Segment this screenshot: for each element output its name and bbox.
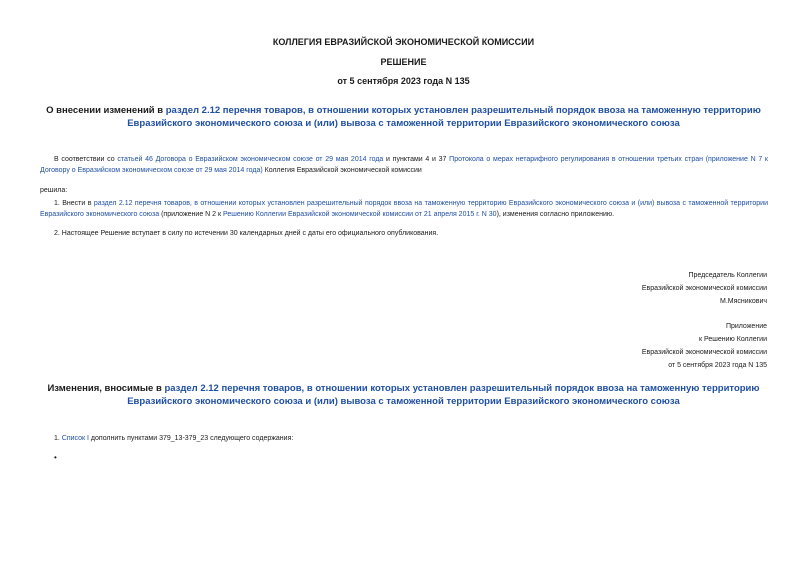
bullet-marker: • bbox=[54, 453, 57, 462]
preamble-link-article[interactable]: статьей 46 Договора о Евразийском экономическом союзе от 29 мая 2014 года bbox=[117, 156, 384, 163]
signature-position: Председатель Коллегии bbox=[688, 272, 767, 279]
signature-block bbox=[642, 269, 767, 308]
changes-title-prefix: Изменения, вносимые в bbox=[47, 383, 165, 394]
change-item-1 bbox=[54, 433, 293, 444]
appendix-date: от 5 сентября 2023 года N 135 bbox=[668, 362, 767, 369]
changes-title bbox=[30, 382, 777, 408]
signature-name: М.Мясникович bbox=[720, 298, 767, 305]
item1-text-1: 1. Внести в bbox=[54, 200, 94, 207]
decided-label: решила: bbox=[40, 187, 68, 194]
preamble-link-protocol[interactable]: Протокола о мерах нетарифного регулирования в отношении третьих стран (приложение N 7 к Договору о Евразийском экономическом союзе от 29 мая 2014 года) bbox=[40, 156, 768, 174]
decision-title bbox=[30, 104, 777, 130]
appendix-label: Приложение bbox=[725, 323, 767, 330]
appendix-reference bbox=[642, 320, 767, 372]
title-prefix: О внесении изменений в bbox=[46, 105, 166, 116]
doc-type: РЕШЕНИЕ bbox=[380, 57, 427, 67]
preamble bbox=[40, 154, 768, 176]
item1-text-2: (приложение N 2 к bbox=[159, 211, 224, 218]
item1-link-decision[interactable]: Решению Коллегии Евразийской экономической комиссии от 21 апреля 2015 г. N 30 bbox=[223, 211, 497, 218]
item1-link-section[interactable]: раздел 2.12 перечня товаров, в отношении которых установлен разрешительный порядок ввоза на таможенную территорию Евразийского экономического союза и (или) вывоза с таможенной территории Евразийского экономического союза bbox=[40, 200, 768, 218]
org-name: КОЛЛЕГИЯ ЕВРАЗИЙСКОЙ ЭКОНОМИЧЕСКОЙ КОМИССИИ bbox=[272, 37, 535, 47]
doc-date-number: от 5 сентября 2023 года N 135 bbox=[337, 76, 470, 86]
appendix-organization: Евразийской экономической комиссии bbox=[641, 349, 767, 356]
preamble-text-1: В соответствии со bbox=[54, 156, 118, 163]
item-1 bbox=[40, 198, 768, 220]
change1-link-list[interactable]: Список I bbox=[61, 435, 89, 442]
signature-organization: Евразийской экономической комиссии bbox=[641, 285, 767, 292]
title-link[interactable]: раздел 2.12 перечня товаров, в отношении которых установлен разрешительный порядок ввоза на таможенную территорию Евразийского экономического союза и (или) вывоза с таможенной территории Евразийского экономического союза bbox=[127, 105, 761, 129]
item-2: 2. Настоящее Решение вступает в силу по истечении 30 календарных дней с даты его официального опубликования. bbox=[54, 230, 439, 237]
changes-title-link[interactable]: раздел 2.12 перечня товаров, в отношении которых установлен разрешительный порядок ввоза на таможенную территорию Евразийского экономического союза и (или) вывоза с таможенной территории Евразийского экономического союза bbox=[127, 383, 760, 407]
item1-text-3: ), изменения согласно приложению. bbox=[496, 211, 615, 218]
preamble-text-2: и пунктами 4 и 37 bbox=[383, 156, 450, 163]
preamble-text-3: Коллегия Евразийской экономической комиссии bbox=[262, 167, 422, 174]
appendix-decision: к Решению Коллегии bbox=[699, 336, 767, 343]
change1-text: дополнить пунктами 379_13-379_23 следующего содержания: bbox=[88, 435, 294, 442]
change1-number: 1. bbox=[54, 435, 62, 442]
